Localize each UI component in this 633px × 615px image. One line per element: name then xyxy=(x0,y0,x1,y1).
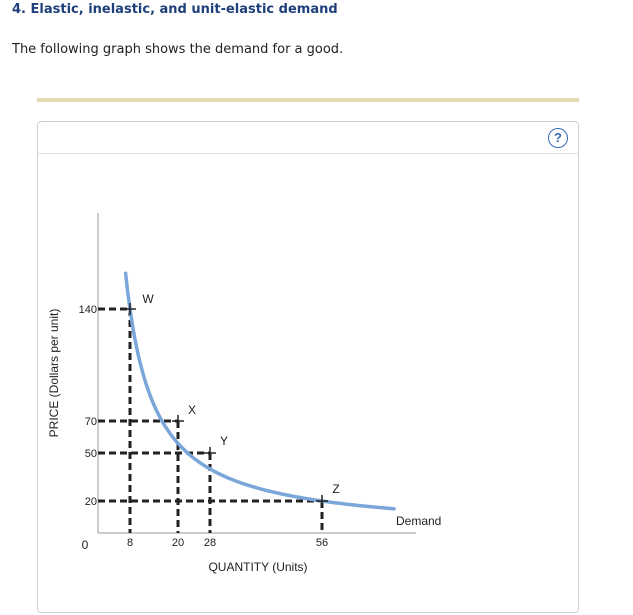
y-tick-label-70: 70 xyxy=(84,416,97,428)
origin-label: 0 xyxy=(81,538,89,552)
point-label-x: X xyxy=(187,403,197,417)
x-tick-label-8: 8 xyxy=(126,537,134,549)
question-title: 4. Elastic, inelastic, and unit-elastic demand xyxy=(12,2,338,17)
axes xyxy=(98,213,416,533)
question-text: The following graph shows the demand for a good. xyxy=(12,42,344,57)
y-tick-label-50: 50 xyxy=(84,448,97,460)
x-tick-label-28: 28 xyxy=(203,537,217,549)
demand-curve-label: Demand xyxy=(396,514,442,528)
y-tick-label-20: 20 xyxy=(84,496,97,508)
demand-curve xyxy=(126,273,394,509)
point-label-y: Y xyxy=(219,434,229,448)
x-axis-title: QUANTITY (Units) xyxy=(208,560,308,574)
help-button[interactable]: ? xyxy=(548,128,568,148)
y-tick-label-140: 140 xyxy=(78,304,97,316)
x-tick-label-56: 56 xyxy=(315,537,329,549)
point-label-z: Z xyxy=(332,482,340,496)
point-y xyxy=(204,447,216,459)
y-axis-title: PRICE (Dollars per unit) xyxy=(47,308,61,438)
curve-layer xyxy=(126,273,394,509)
point-label-w: W xyxy=(142,292,154,306)
x-tick-label-20: 20 xyxy=(171,537,185,549)
labels-layer xyxy=(47,292,441,574)
point-z xyxy=(316,495,328,507)
point-x xyxy=(172,415,184,427)
point-w xyxy=(124,303,136,315)
guide-lines xyxy=(98,309,322,533)
